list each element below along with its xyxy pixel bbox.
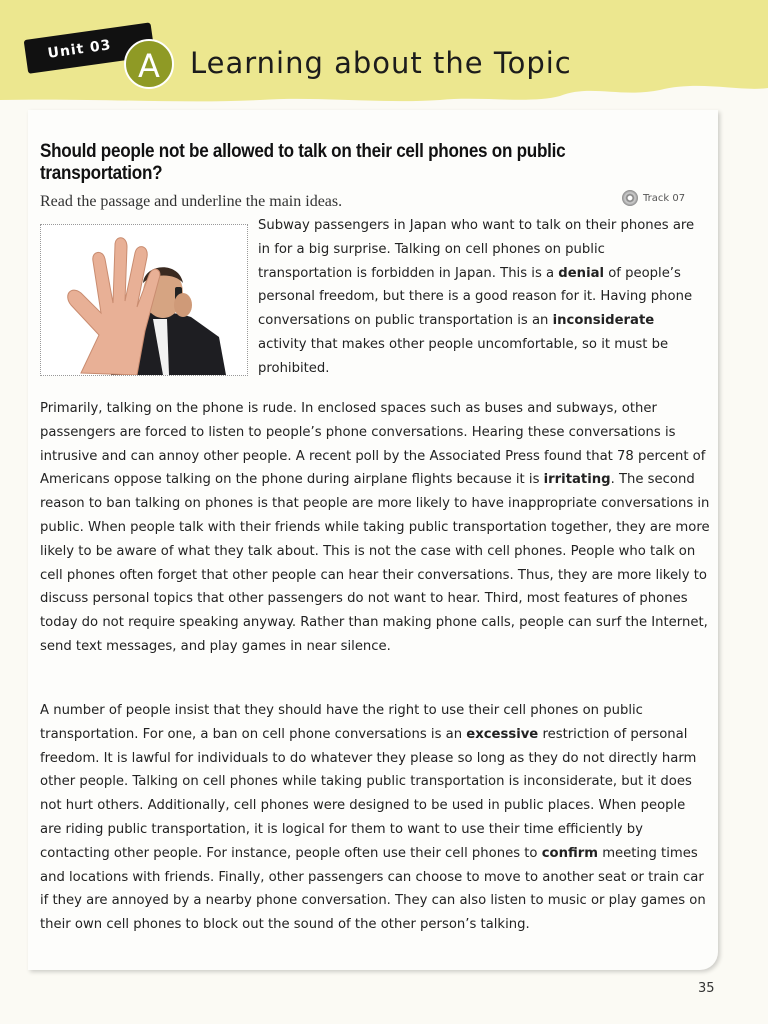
vocab-word-inconsiderate: inconsiderate	[552, 313, 655, 329]
discussion-question: Should people not be allowed to talk on their cell phones on public transportation?	[40, 141, 566, 184]
unit-section-title: Learning about the Topic	[190, 46, 572, 80]
passage-paragraph-1	[258, 214, 703, 381]
passage-paragraph-3	[40, 699, 710, 937]
paragraph-text: meeting times and locations with friends. Finally, other passengers can choose to move to another seat or train car if they are annoyed by a nearby phone conversation. They can also listen to music or play games on their own cell phones to block out the sound of the other person’s talking.	[40, 845, 706, 933]
vocab-word-irritating: irritating	[543, 472, 611, 488]
passage-paragraph-2	[40, 397, 710, 659]
page-number: 35	[698, 981, 715, 996]
paragraph-text: Subway passengers in Japan who want to talk on their phones are in for a big surprise. Talking on cell phones on public transportation is forbidden in Japan. This is a	[258, 218, 695, 281]
hand-stop-illustration	[41, 225, 247, 375]
instruction-text: Read the passage and underline the main ideas.	[40, 193, 343, 210]
vocab-word-excessive: excessive	[466, 726, 539, 742]
cd-audio-icon	[622, 190, 638, 206]
paragraph-text: activity that makes other people uncomfortable, so it must be prohibited.	[258, 336, 669, 376]
paragraph-text: . The second reason to ban talking on phones is that people are more likely to have inappropriate conversations in public. When people talk with their friends while taking public transportation together, they are more likely to be aware of what they talk about. This is not the case with cell phones. People who talk on cell phones often forget that other people can hear their conversations. Thus, they are more likely to discuss personal topics that other passengers do not want to hear. Third, most features of phones today do not require speaking anyway. Rather than making phone calls, people can surf the Internet, send text messages, and play games in near silence.	[40, 472, 710, 654]
paragraph-text: A number of people insist that they should have the right to use their cell phones on public transportation. For one, a ban on cell phone conversations is an	[40, 703, 643, 742]
paragraph-text: Primarily, talking on the phone is rude. In enclosed spaces such as buses and subways, other passengers are forced to listen to people’s phone conversations. Hearing these conversations is intrusive and can annoy other people. A recent poll by the Associated Press found that 78 percent of Americans oppose talking on the phone during airplane flights because it is	[40, 401, 706, 488]
track-number: Track 07	[643, 192, 686, 204]
audio-track-label[interactable]	[622, 190, 685, 206]
vocab-word-denial: denial	[558, 265, 605, 281]
paragraph-text: restriction of personal freedom. It is lawful for individuals to do whatever they please so long as they do not directly harm other people. Talking on cell phones while taking public transportation is inconsiderate, but it does not hurt others. Additionally, cell phones were designed to be used in public places. When people are riding public transportation, it is logical for them to want to use their time efficiently by contacting other people. For instance, people often use their cell phones to	[40, 726, 697, 861]
paragraph-text: of people’s personal freedom, but there is a good reason for it. Having phone conversations on public transportation is an	[258, 265, 693, 329]
man-with-phone-photo	[40, 224, 248, 376]
section-letter-badge: A	[124, 39, 174, 89]
unit-tag: Unit 03	[24, 22, 155, 73]
vocab-word-confirm: confirm	[541, 845, 598, 861]
